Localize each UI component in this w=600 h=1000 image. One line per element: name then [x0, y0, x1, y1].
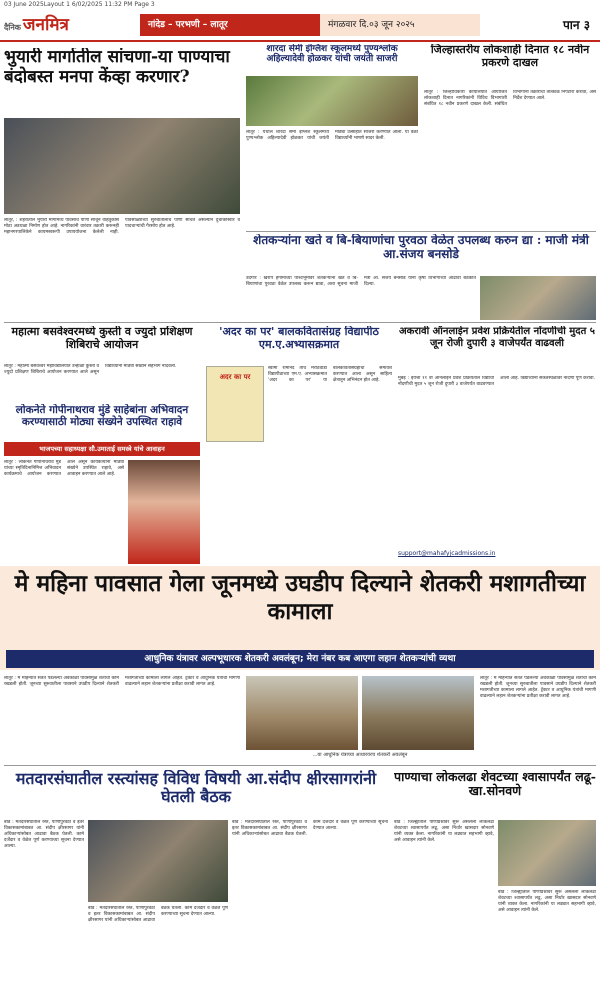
issue-date: मंगळवार दि.०३ जून २०२५	[320, 14, 480, 36]
rain-headline: मे महिना पावसात गेला जूनमध्ये उघडीप दिल्याने शेतकरी मशागतीच्या कामाला	[14, 570, 586, 625]
court-headline: जिल्हास्तरीय लोकशाही दिनात १८ नवीन प्रकरणे दाखल	[430, 44, 590, 69]
divider	[4, 765, 596, 766]
book-cover	[206, 366, 264, 442]
rain-body-right: लातूर : मे महिन्यात सतत पडलेल्या अवकाळी पावसामुळे शेतीची कामे रखडली होती. जूनच्या सुरुवातीला पावसाने उघडीप दिल्याने शेतकरी मशागतीच्या कामाला लागले आहेत. ट्रॅक्टर व आधुनिक यंत्रांची मागणी वाढल्याने लहान शेतकऱ्यांना प्रतीक्षा करावी लागत आहे.	[480, 676, 596, 699]
school-headline: शारदा सेमी इंग्लिश स्कूलमध्ये पुण्यश्लोक अहिल्यादेवी होळकर यांची जयंती साजरी	[266, 44, 398, 65]
logo-prefix: दैनिक	[4, 22, 21, 32]
divider	[246, 231, 596, 232]
fertilizer-headline: शेतकऱ्यांना खते व बि-बियाणांचा पुरवठा वेळेत उपलब्ध करुन द्या : माजी मंत्री आ.संजय बनसोडे	[253, 234, 589, 261]
roads-body-2: बीड : मतदारसंघातील रस्ते, पाणीपुरवठा व इतर विकासकामांबाबत आ. संदीप क्षीरसागर यांनी अधिकाऱ्यांसोबत आढावा बैठक घेतली. कामे दर्जेदार व वेळेत पूर्ण करण्याच्या सूचना देण्यात आल्या.	[88, 906, 228, 923]
print-info-line: 03 June 2025Layout 1 6/02/2025 11:32 PM Page 3	[4, 1, 155, 8]
wrestling-headline: महात्मा बसवेश्वरमध्ये कुस्ती व ज्युदो प्रशिक्षण शिबिराचे आयोजन	[11, 326, 193, 351]
munde-body: लातूर : लोकनेते गोपीनाथराव मुंडे यांच्या स्मृतिदिनानिमित्त अभिवादन कार्यक्रमाचे आयोजन करण्यात आले असून कार्यकर्त्यांनी मोठ्या संख्येने उपस्थित राहावे, असे आवाहन करण्यात आले आहे.	[4, 460, 124, 477]
rain-photo-tractor	[362, 676, 474, 750]
school-body: लातूर : येथील शारदा सेमी इंग्लिश स्कूलमध्ये पुण्यश्लोक अहिल्यादेवी होळकर यांची जयंती मोठ्या उत्साहात साजरी करण्यात आली. या वेळी विद्यार्थ्यांनी भाषणे सादर केली.	[246, 130, 418, 141]
divider	[4, 322, 596, 323]
roads-body: बीड : मतदारसंघातील रस्ते, पाणीपुरवठा व इतर विकासकामांबाबत आ. संदीप क्षीरसागर यांनी अधिकाऱ्यांसोबत आढावा बैठक घेतली. कामे दर्जेदार व वेळेत पूर्ण करण्याच्या सूचना देण्यात आल्या.	[4, 820, 84, 849]
fertilizer-body: उदगीर : खरीप हंगामाच्या पार्श्वभूमीवर शेतकऱ्यांना खते व बि-बियाणांचा पुरवठा वेळेत उपलब्ध करून द्यावा, अशा सूचना माजी मंत्री आ. संजय बनसोडे यांनी कृषी विभागाच्या आढावा बैठकीत दिल्या.	[246, 276, 476, 287]
sonawane-body: बीड : जिल्ह्यातील पाणीप्रश्नावर सुरू असलेला लोकलढा शेवटच्या श्वासापर्यंत लढू, असा निर्धार खासदार सोनवणे यांनी व्यक्त केला. नागरिकांनी या लढ्यात सहभागी व्हावे, असे आवाहन त्यांनी केले.	[394, 820, 494, 843]
newspaper-logo	[4, 10, 124, 40]
rain-body: लातूर : मे महिन्यात सतत पडलेल्या अवकाळी पावसामुळे शेतीची कामे रखडली होती. जूनच्या सुरुवातीला पावसाने उघडीप दिल्याने शेतकरी मशागतीच्या कामाला लागले आहेत. ट्रॅक्टर व आधुनिक यंत्रांची मागणी वाढल्याने लहान शेतकऱ्यांना प्रतीक्षा करावी लागत आहे.	[4, 676, 240, 687]
court-body: लातूर : जिल्हाधिकारी कार्यालयात आयोजित लोकशाही दिनात नागरिकांनी विविध विभागांशी संबंधित १८ नवीन प्रकरणे दाखल केली. संबंधित विभागांनी तक्रारींचा तात्काळ निपटारा करावा, असे निर्देश देण्यात आले.	[424, 90, 596, 107]
sonawane-photo	[498, 820, 596, 886]
masthead	[0, 10, 600, 42]
wrestling-body: लातूर : महात्मा बसवेश्वर महाविद्यालयात उन्हाळी कुस्ती व ज्युदो प्रशिक्षण शिबिराचे आयोजन करण्यात आले असून विद्यार्थ्यांनी मोठ्या संख्येने सहभाग नोंदवला.	[4, 364, 177, 375]
rain-photo-oxen	[246, 676, 358, 750]
roads-headline: मतदारसंघातील रस्त्यांसह विविध विषयी आ.संदीप क्षीरसागरांनी घेतली बैठक	[15, 770, 377, 807]
sonawane-headline: पाण्याचा लोकलढा शेवटच्या श्वासापर्यंत लढू-खा.सोनवणे	[394, 770, 596, 799]
admission-body: मुंबई : इयत्ता ११ वी ऑनलाईन प्रवेश प्रक्रियेतील विद्यार्थी नोंदणीची मुदत ५ जून रोजी दुपारी ३ वाजेपर्यंत वाढवण्यात आली आहे. विद्यार्थ्यांनी संकेतस्थळावर नोंदणी पूर्ण करावी.	[398, 376, 595, 387]
sonawane-body-2: बीड : जिल्ह्यातील पाणीप्रश्नावर सुरू असलेला लोकलढा शेवटच्या श्वासापर्यंत लढू, असा निर्धार खासदार सोनवणे यांनी व्यक्त केला. नागरिकांनी या लढ्यात सहभागी व्हावे, असे आवाहन त्यांनी केले.	[498, 890, 596, 913]
book-body: स्वामी रामानंद तीर्थ मराठवाडा विद्यापीठाच्या एम.ए. अभ्यासक्रमात 'अदर का पर' या बालकवितासंग्रहाचा समावेश करण्यात आला असून साहित्य क्षेत्रातून अभिनंदन होत आहे.	[268, 366, 392, 383]
book-cover-title: अदर का पर	[219, 373, 251, 381]
water-photo	[4, 118, 240, 214]
leader-portrait	[128, 460, 200, 564]
munde-headline: लोकनेते गोपीनाथराव मुंडे साहेबांना अभिवादन करण्यासाठी मोठ्या संख्येने उपस्थित राहावे	[15, 404, 189, 429]
admission-headline: अकरावी ऑनलाईन प्रवेश प्रक्रियेतील नोंदणीची मुदत ५ जून रोजी दुपारी ३ वाजेपर्यंत वाढवली	[399, 326, 595, 349]
water-headline: भुयारी मार्गातील सांचणा-या पाण्याचा बंदोबस्त मनपा केंव्हा करणार?	[4, 48, 230, 87]
munde-subbar: भाजपच्या सहाध्यक्षा सौ.उमाताई समस्त्रे यांचे आवाहन	[4, 442, 200, 456]
book-headline: 'अदर का पर' बालकवितासंग्रह विद्यापीठ एम.ए.अभ्यासक्रमात	[219, 326, 379, 351]
logo-name: जनमित्र	[22, 15, 69, 35]
page-number: पान ३	[562, 18, 590, 32]
roads-photo	[88, 820, 228, 902]
fertilizer-photo	[480, 276, 596, 320]
rain-subbar: आधुनिक यंत्रावर अल्पभूधारक शेतकरी अवलंबून; मेरा नंबर कब आएगा लहान शेतकऱ्यांची व्यथा	[6, 650, 594, 668]
admission-support-link[interactable]: support@mahafyjcadmissions.in	[398, 550, 496, 557]
region-banner: नांदेड – परभणी – लातूर	[140, 14, 320, 36]
school-photo	[246, 76, 418, 126]
rain-photo-caption: ...या आधुनिक यंत्राच्या आधारवरच शेतकरी अवलंबून	[312, 752, 408, 758]
roads-body-3: बीड : मतदारसंघातील रस्ते, पाणीपुरवठा व इतर विकासकामांबाबत आ. संदीप क्षीरसागर यांनी अधिकाऱ्यांसोबत आढावा बैठक घेतली. कामे दर्जेदार व वेळेत पूर्ण करण्याच्या सूचना देण्यात आल्या.	[232, 820, 388, 837]
water-body: लातूर, : शहरातील भुयारी मार्गांमध्ये पावसाचे पाणी साचून वाहतुकीस मोठा अडथळा निर्माण होत आहे. नागरिकांनी वारंवार तक्रारी करूनही महानगरपालिकेने कायमस्वरूपी उपाययोजना केलेली नाही. पावसाळ्याच्या सुरुवातीलाच पाणी साचत असल्याने दुचाकीस्वार व पादचाऱ्यांची गैरसोय होत आहे.	[4, 218, 240, 235]
